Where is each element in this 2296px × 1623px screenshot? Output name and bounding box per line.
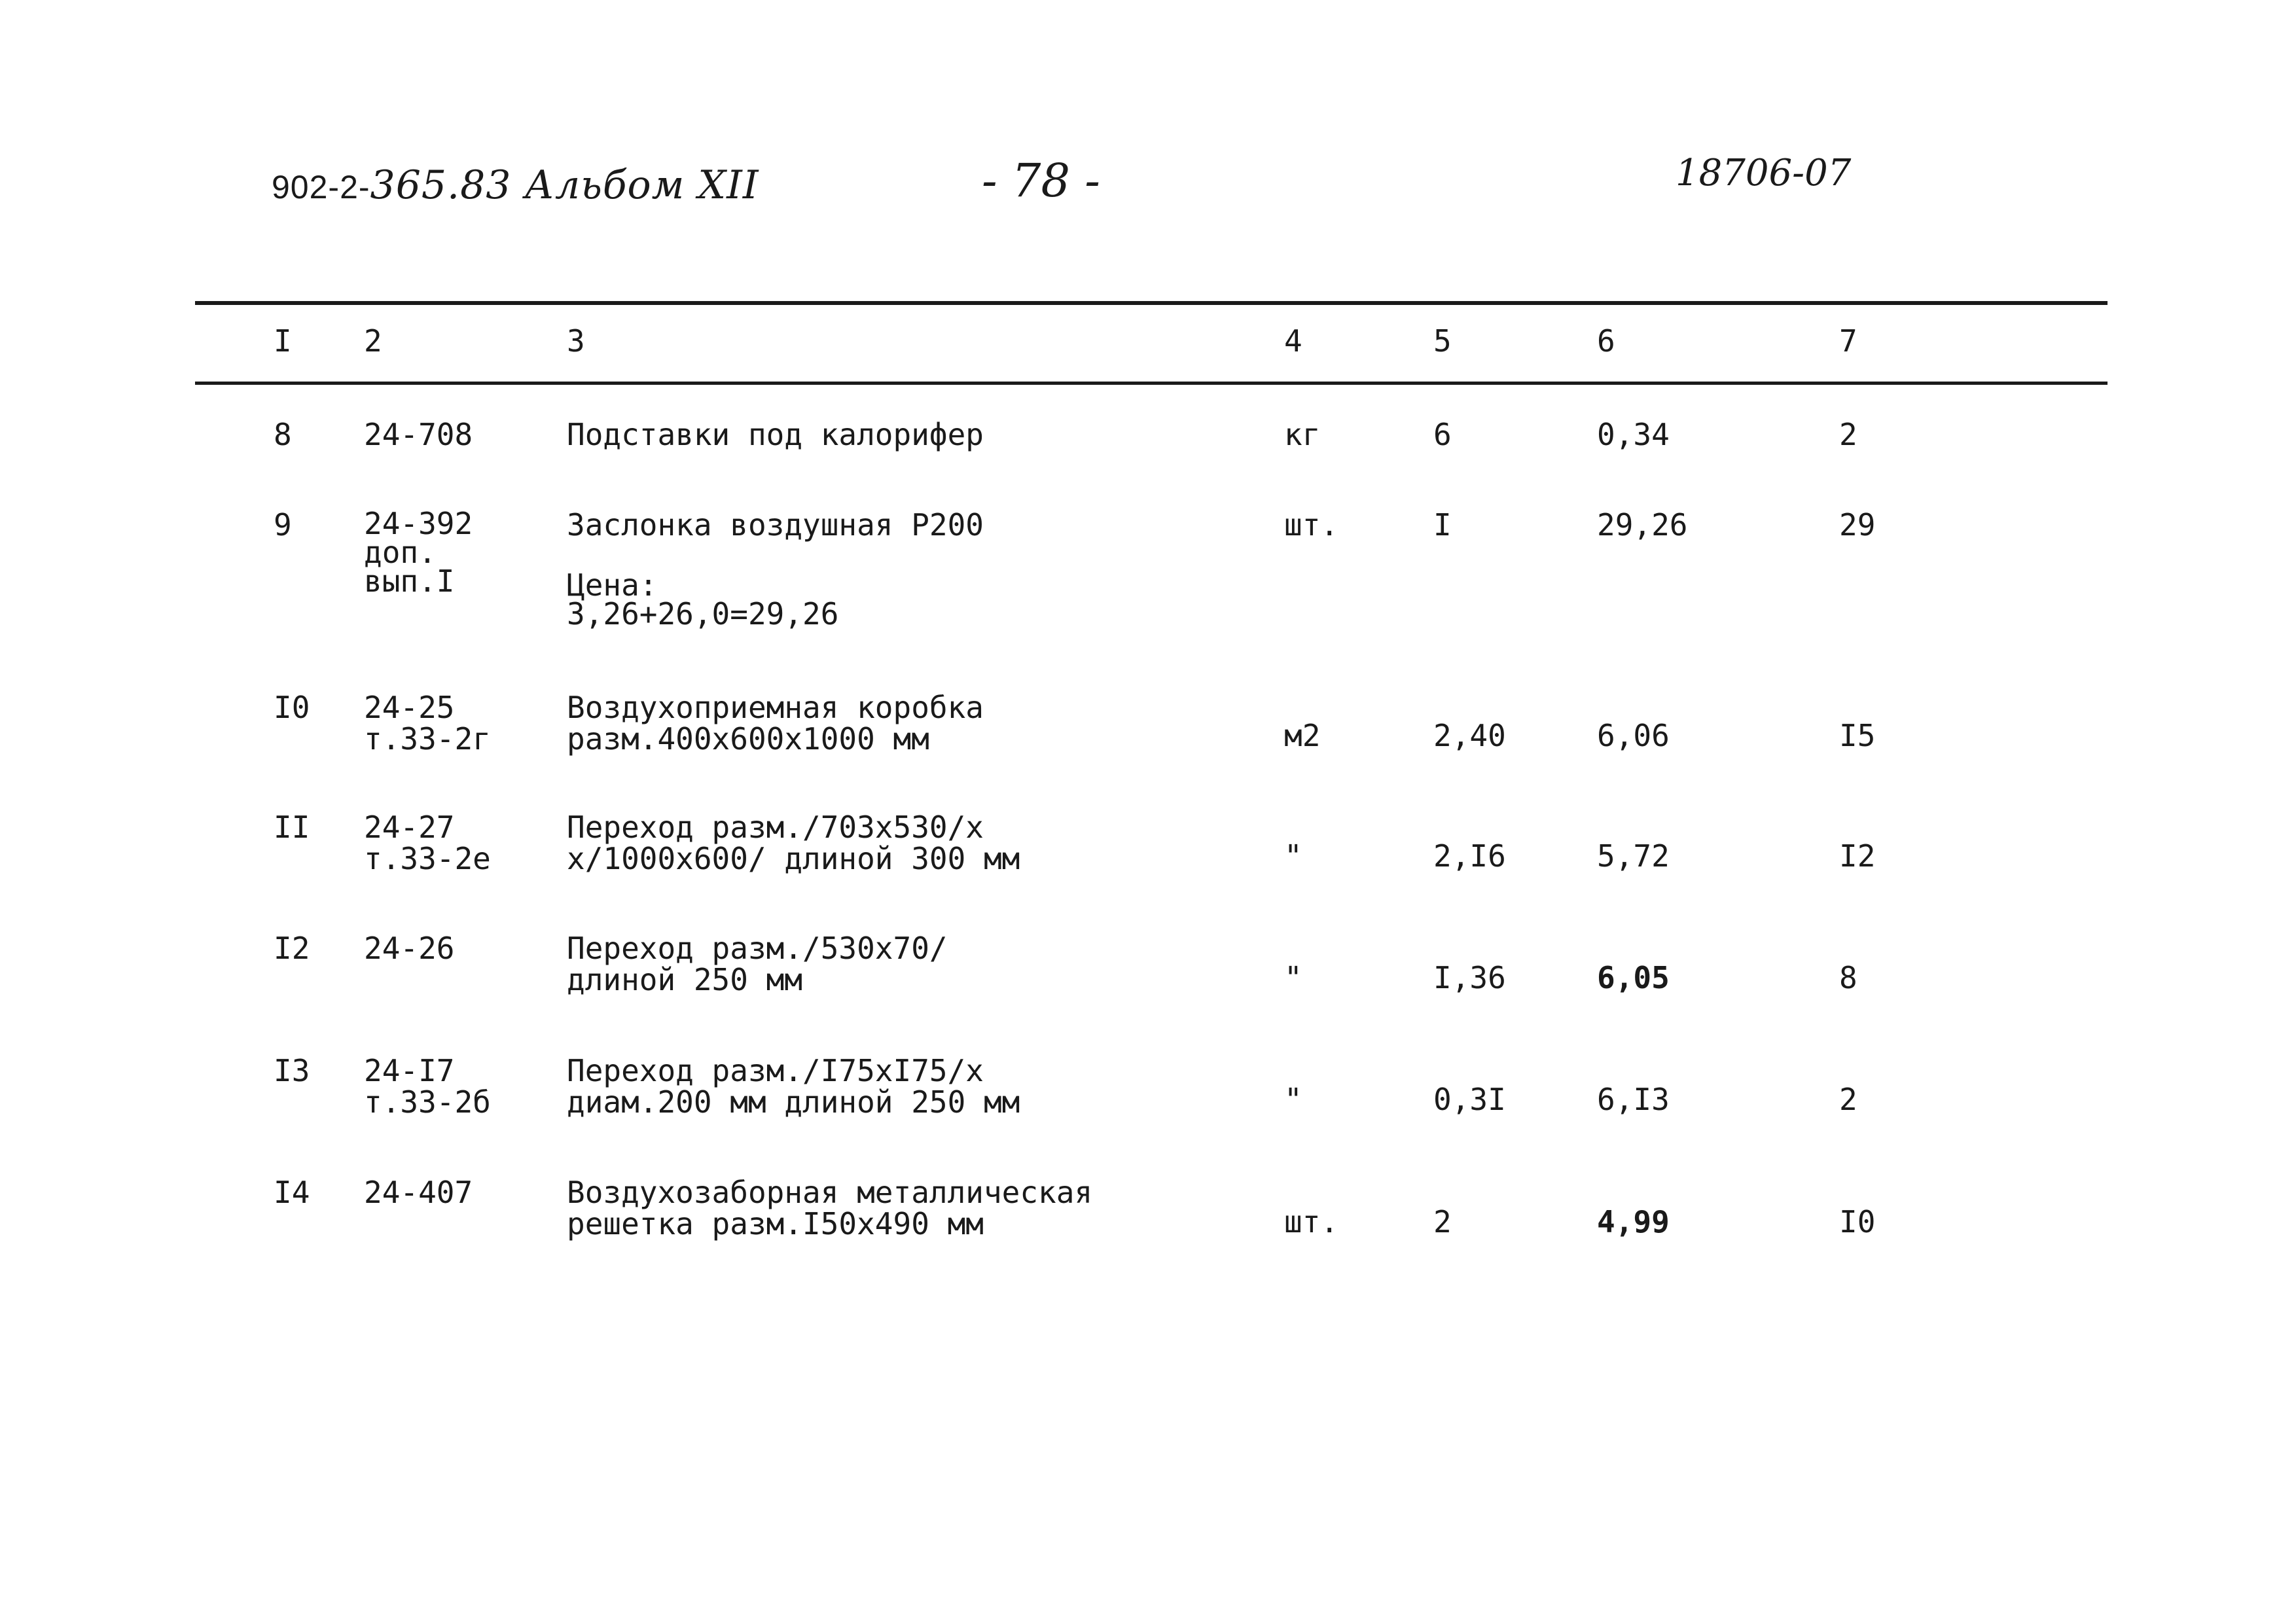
row-total: 8 xyxy=(1839,960,1857,995)
row-unit: шт. xyxy=(1284,507,1339,543)
row-name: Заслонка воздушная Р200 xyxy=(567,507,984,543)
row-quantity: 6 xyxy=(1433,417,1452,452)
row-name: Переход разм./530х70/ длиной 250 мм xyxy=(567,931,948,997)
row-code: 24-392 доп. вып.I xyxy=(364,506,473,599)
row-price: 6,I3 xyxy=(1597,1082,1670,1117)
column-header: 4 xyxy=(1284,323,1302,359)
row-number: I4 xyxy=(274,1175,310,1210)
row-total: I2 xyxy=(1839,838,1876,874)
row-code: 24-708 xyxy=(364,417,473,452)
row-code: 24-I7 т.33-2б xyxy=(364,1053,491,1120)
row-price: 4,99 xyxy=(1597,1204,1670,1240)
column-header: 5 xyxy=(1433,323,1452,359)
row-code: 24-26 xyxy=(364,931,455,966)
document-code xyxy=(272,162,759,208)
row-quantity: 2 xyxy=(1433,1204,1452,1240)
row-name: Воздухоприемная коробка разм.400х600х1000 мм xyxy=(567,690,984,757)
row-price: 29,26 xyxy=(1597,507,1688,543)
row-price: 5,72 xyxy=(1597,838,1670,874)
column-header: 6 xyxy=(1597,323,1615,359)
row-unit: " xyxy=(1284,1082,1302,1117)
row-price-note: Цена: 3,26+26,0=29,26 xyxy=(567,567,839,632)
row-code: 24-27 т.33-2е xyxy=(364,810,491,876)
row-number: I0 xyxy=(274,690,310,725)
inventory-number: 18706-07 xyxy=(1676,152,1852,194)
row-quantity: I xyxy=(1433,507,1452,543)
row-quantity: 2,40 xyxy=(1433,718,1506,753)
row-number: I2 xyxy=(274,931,310,966)
row-unit: кг xyxy=(1284,417,1321,452)
row-price: 0,34 xyxy=(1597,417,1670,452)
row-price: 6,05 xyxy=(1597,960,1670,995)
table-header-rule xyxy=(195,382,2108,385)
row-number: II xyxy=(274,810,310,845)
row-number: 9 xyxy=(274,507,292,543)
row-name: Подставки под калорифер xyxy=(567,417,984,452)
row-name: Переход разм./703х530/х х/1000х600/ длиной 300 мм xyxy=(567,810,1020,876)
column-header: 2 xyxy=(364,323,382,359)
row-quantity: 2,I6 xyxy=(1433,838,1506,874)
row-total: 29 xyxy=(1839,507,1876,543)
row-unit: шт. xyxy=(1284,1204,1339,1240)
row-name: Воздухозаборная металлическая решетка разм.I50х490 мм xyxy=(567,1175,1093,1241)
row-number: I3 xyxy=(274,1053,310,1088)
row-unit: м2 xyxy=(1284,718,1321,753)
row-total: I5 xyxy=(1839,718,1876,753)
row-quantity: 0,3I xyxy=(1433,1082,1506,1117)
row-number: 8 xyxy=(274,417,292,452)
table-top-rule xyxy=(195,301,2108,305)
row-total: 2 xyxy=(1839,417,1857,452)
row-quantity: I,36 xyxy=(1433,960,1506,995)
column-header: 3 xyxy=(567,323,585,359)
row-code: 24-407 xyxy=(364,1175,473,1210)
column-header: I xyxy=(274,323,292,359)
column-header: 7 xyxy=(1839,323,1857,359)
row-price: 6,06 xyxy=(1597,718,1670,753)
page-number: - 78 - xyxy=(982,154,1100,207)
row-total: 2 xyxy=(1839,1082,1857,1117)
row-code: 24-25 т.33-2г xyxy=(364,690,491,757)
row-total: I0 xyxy=(1839,1204,1876,1240)
row-name: Переход разм./I75хI75/х диам.200 мм длиной 250 мм xyxy=(567,1053,1020,1120)
row-unit: " xyxy=(1284,838,1302,874)
document-code-handwritten: 365.83 Альбом XII xyxy=(370,162,759,208)
document-code-print: 902-2- xyxy=(272,169,370,205)
row-unit: " xyxy=(1284,960,1302,995)
